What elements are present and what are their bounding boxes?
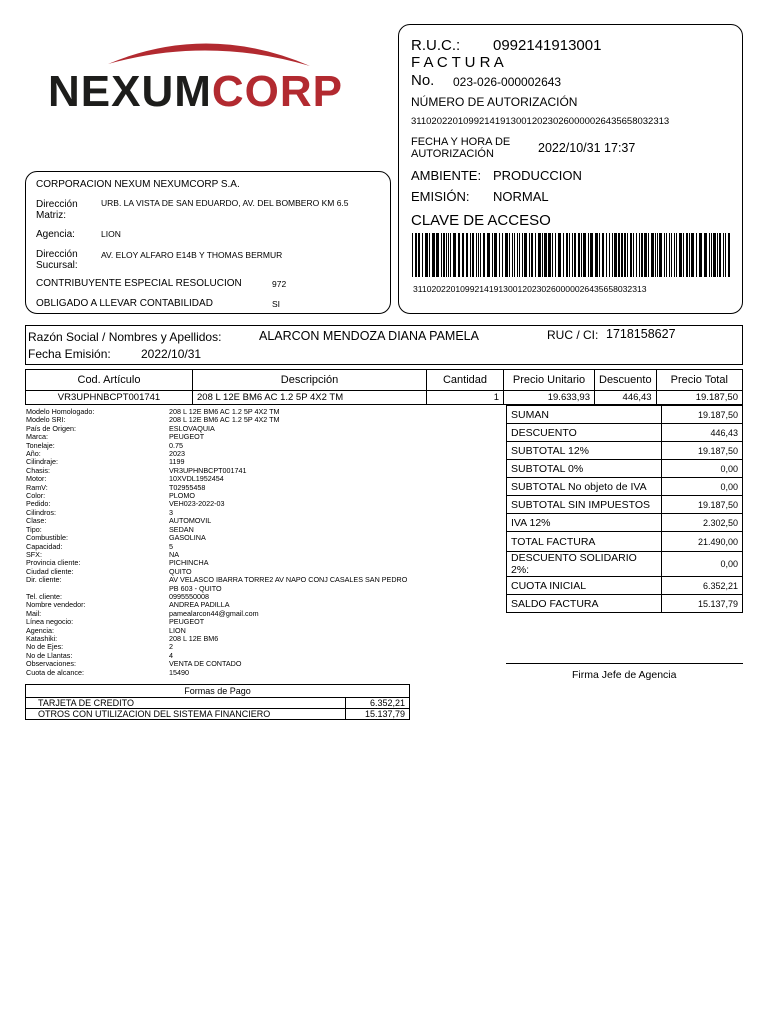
detail-label: Agencia:: [26, 625, 54, 635]
barcode-bar: [666, 233, 667, 277]
barcode-bar: [609, 233, 610, 277]
payment-method: TARJETA DE CREDITO: [26, 698, 346, 709]
barcode-bar: [728, 233, 730, 277]
access-key-label: CLAVE DE ACCESO: [411, 212, 551, 229]
payments-table: [25, 684, 410, 720]
barcode-bar: [664, 233, 665, 277]
detail-row: [26, 500, 409, 508]
table-row: [26, 391, 743, 405]
totals-value: 21.490,00: [662, 532, 743, 552]
detail-label: País de Origen:: [26, 423, 76, 433]
totals-value: 2.302,50: [662, 514, 743, 532]
barcode-bar: [636, 233, 637, 277]
barcode-bar: [630, 233, 632, 277]
detail-label: Cilindros:: [26, 507, 56, 517]
detail-row: [26, 450, 409, 458]
totals-label: CUOTA INICIAL: [507, 577, 662, 595]
special-taxpayer-value: 972: [272, 279, 287, 289]
customer-id-label: RUC / CI:: [547, 328, 599, 342]
detail-value: PLOMO: [169, 491, 195, 501]
detail-label: Tipo:: [26, 524, 42, 534]
detail-value: 0995550008: [169, 591, 209, 601]
barcode-bar: [655, 233, 656, 277]
barcode-bar: [502, 233, 503, 277]
barcode-bar: [699, 233, 702, 277]
payment-method: OTROS CON UTILIZACION DEL SISTEMA FINANCIERO: [26, 709, 346, 720]
totals-label: SUBTOTAL No objeto de IVA: [507, 478, 662, 496]
detail-value: 208 L 12E BM6 AC 1.2 5P 4X2 TM: [169, 415, 280, 425]
barcode-text: 3110202201099214191300120230260000026435658032313: [413, 284, 647, 294]
item-code: VR3UPHNBCPT001741: [26, 391, 193, 405]
barcode-bar: [572, 233, 573, 277]
barcode-bar: [450, 233, 451, 277]
totals-row: [507, 532, 743, 552]
detail-label: Dir. cliente:: [26, 575, 62, 585]
detail-value: PICHINCHA: [169, 558, 209, 568]
detail-label: Motor:: [26, 474, 47, 484]
detail-value: 10XVDL1952454: [169, 474, 224, 484]
barcode-bar: [522, 233, 523, 277]
detail-label: No de Ejes:: [26, 642, 64, 652]
barcode-bar: [657, 233, 658, 277]
barcode-bar: [578, 233, 580, 277]
detail-row: [26, 425, 409, 433]
barcode-bar: [633, 233, 634, 277]
barcode-bar: [412, 233, 413, 277]
barcode-bar: [676, 233, 677, 277]
barcode-bar: [483, 233, 485, 277]
barcode-bar: [476, 233, 477, 277]
barcode-bar: [574, 233, 576, 277]
detail-value: 208 L 12E BM6: [169, 633, 219, 643]
barcode-bar: [723, 233, 724, 277]
detail-label: Pedido:: [26, 499, 51, 509]
totals-row: [507, 460, 743, 478]
totals-row: [507, 424, 743, 442]
item-unit-price: 19.633,93: [504, 391, 595, 405]
table-row: [26, 709, 410, 720]
detail-value: QUITO: [169, 566, 192, 576]
barcode-bar: [505, 233, 508, 277]
barcode-bar: [432, 233, 435, 277]
special-taxpayer-label: CONTRIBUYENTE ESPECIAL RESOLUCION: [36, 278, 242, 289]
barcode-bar: [499, 233, 500, 277]
totals-value: 19.187,50: [662, 406, 743, 424]
customer-name-value: ALARCON MENDOZA DIANA PAMELA: [259, 329, 479, 343]
signature-line: [506, 663, 743, 664]
detail-label: SFX:: [26, 549, 42, 559]
barcode-bar: [639, 233, 640, 277]
barcode-bar: [595, 233, 598, 277]
barcode-bar: [671, 233, 672, 277]
detail-value: LION: [169, 625, 186, 635]
payments-title: Formas de Pago: [26, 685, 410, 698]
barcode-bar: [512, 233, 513, 277]
totals-label: SUBTOTAL SIN IMPUESTOS: [507, 496, 662, 514]
detail-value: 208 L 12E BM6 AC 1.2 5P 4X2 TM: [169, 407, 280, 416]
signature-label: Firma Jefe de Agencia: [572, 669, 677, 681]
ruc-value: 0992141913001: [493, 37, 602, 54]
detail-label: No de Llantas:: [26, 650, 73, 660]
barcode-bar: [548, 233, 551, 277]
detail-row: [26, 635, 409, 643]
barcode-bar: [494, 233, 497, 277]
detail-value: PEUGEOT: [169, 617, 205, 627]
barcode-bar: [418, 233, 420, 277]
issue-date-label: Fecha Emisión:: [28, 347, 111, 361]
company-name: CORPORACION NEXUM NEXUMCORP S.A.: [36, 179, 240, 190]
customer-name-label: Razón Social / Nombres y Apellidos:: [28, 330, 222, 344]
detail-value: AV VELASCO IBARRA TORRE2 AV NAPO CONJ CASALES SAN PEDRO PB 603 - QUITO: [169, 575, 408, 593]
totals-label: DESCUENTO SOLIDARIO 2%:: [507, 552, 662, 577]
detail-label: Mail:: [26, 608, 42, 618]
totals-row: [507, 478, 743, 496]
detail-value: 15490: [169, 667, 189, 677]
logo-text-corp: CORP: [211, 67, 344, 116]
item-description: 208 L 12E BM6 AC 1.2 5P 4X2 TM: [193, 391, 427, 405]
emission-value: NORMAL: [493, 189, 549, 204]
detail-label: Provincia cliente:: [26, 558, 81, 568]
barcode-bar: [641, 233, 643, 277]
barcode-bar: [524, 233, 527, 277]
authorization-value: 3110202201099214191300120230260000026435658032313: [411, 116, 670, 127]
barcode-bar: [555, 233, 556, 277]
detail-value: 3: [169, 507, 173, 517]
totals-label: SALDO FACTURA: [507, 595, 662, 613]
totals-table: [506, 405, 743, 613]
doc-type: F A C T U R A: [411, 54, 504, 71]
barcode-bar: [425, 233, 428, 277]
barcode-bar: [517, 233, 518, 277]
detail-value: 5: [169, 541, 173, 551]
agency-value: LION: [101, 229, 121, 239]
totals-row: [507, 552, 743, 577]
item-quantity: 1: [427, 391, 504, 405]
items-header-row: [26, 370, 743, 391]
col-quantity-header: Cantidad: [427, 370, 504, 391]
items-table: [25, 369, 743, 405]
detail-label: Tel. cliente:: [26, 591, 62, 601]
barcode-bar: [711, 233, 712, 277]
barcode-bar: [717, 233, 718, 277]
detail-row: [26, 576, 409, 593]
barcode-bar: [581, 233, 582, 277]
totals-row: [507, 514, 743, 532]
barcode-bar: [509, 233, 510, 277]
barcode-bar: [487, 233, 490, 277]
barcode-bar: [415, 233, 417, 277]
barcode-bar: [719, 233, 721, 277]
detail-value: NA: [169, 549, 179, 559]
detail-row: [26, 618, 409, 626]
barcode-bar: [614, 233, 617, 277]
barcode-bar: [566, 233, 568, 277]
detail-row: [26, 517, 409, 525]
branch-address-label: Dirección Sucursal:: [36, 249, 78, 271]
barcode-bar: [492, 233, 493, 277]
barcode-bar: [514, 233, 515, 277]
col-code-header: Cod. Artículo: [26, 370, 193, 391]
detail-value: AUTOMOVIL: [169, 516, 212, 526]
barcode-bar: [725, 233, 726, 277]
barcode-bar: [674, 233, 675, 277]
totals-value: 0,00: [662, 478, 743, 496]
barcode-bar: [612, 233, 613, 277]
barcode-bar: [441, 233, 442, 277]
col-unit-price-header: Precio Unitario: [504, 370, 595, 391]
detail-label: Color:: [26, 491, 46, 501]
detail-row: [26, 669, 409, 677]
company-info-box: [25, 171, 391, 314]
totals-value: 446,43: [662, 424, 743, 442]
detail-row: [26, 526, 409, 534]
totals-label: TOTAL FACTURA: [507, 532, 662, 552]
detail-label: Línea negocio:: [26, 617, 74, 627]
invoice-no-label: No.: [411, 72, 435, 89]
col-total-header: Precio Total: [656, 370, 742, 391]
barcode-bar: [696, 233, 697, 277]
detail-label: Modelo SRI:: [26, 415, 66, 425]
detail-label: Observaciones:: [26, 659, 76, 669]
totals-label: SUMAN: [507, 406, 662, 424]
detail-row: [26, 610, 409, 618]
detail-label: Katashiki:: [26, 633, 58, 643]
barcode-bar: [602, 233, 604, 277]
barcode-bar: [606, 233, 607, 277]
barcode-bar: [644, 233, 647, 277]
auth-date-value: 2022/10/31 17:37: [538, 141, 636, 155]
barcode-icon: [412, 233, 730, 277]
detail-row: [26, 543, 409, 551]
barcode-bar: [599, 233, 600, 277]
detail-value: 2023: [169, 449, 185, 459]
totals-value: 19.187,50: [662, 496, 743, 514]
detail-value: PEUGEOT: [169, 432, 205, 442]
barcode-bar: [443, 233, 445, 277]
totals-label: SUBTOTAL 0%: [507, 460, 662, 478]
barcode-bar: [679, 233, 682, 277]
barcode-bar: [538, 233, 541, 277]
totals-row: [507, 577, 743, 595]
main-address-value: URB. LA VISTA DE SAN EDUARDO, AV. DEL BOMBERO KM 6.5: [101, 198, 349, 208]
detail-value: GASOLINA: [169, 533, 206, 543]
detail-row: [26, 484, 409, 492]
barcode-bar: [618, 233, 620, 277]
barcode-bar: [624, 233, 626, 277]
totals-label: SUBTOTAL 12%: [507, 442, 662, 460]
totals-row: [507, 595, 743, 613]
accounting-label: OBLIGADO A LLEVAR CONTABILIDAD: [36, 298, 213, 309]
barcode-bar: [480, 233, 481, 277]
barcode-bar: [686, 233, 688, 277]
barcode-bar: [462, 233, 464, 277]
barcode-bar: [583, 233, 586, 277]
barcode-bar: [453, 233, 456, 277]
detail-row: [26, 509, 409, 517]
barcode-bar: [558, 233, 561, 277]
detail-value: pamealarcon44@gmail.com: [169, 608, 259, 618]
detail-label: Marca:: [26, 432, 48, 442]
accounting-value: SI: [272, 299, 281, 309]
detail-row: [26, 442, 409, 450]
emission-label: EMISIÓN:: [411, 189, 470, 204]
payment-amount: 6.352,21: [346, 698, 410, 709]
detail-label: Modelo Homologado:: [26, 407, 95, 416]
detail-value: SEDAN: [169, 524, 194, 534]
detail-label: Cuota de alcance:: [26, 667, 84, 677]
totals-value: 19.187,50: [662, 442, 743, 460]
barcode-bar: [552, 233, 553, 277]
barcode-bar: [422, 233, 423, 277]
issue-date-value: 2022/10/31: [141, 347, 202, 361]
barcode-bar: [563, 233, 564, 277]
detail-label: Cilindraje:: [26, 457, 58, 467]
detail-value: ESLOVAQUIA: [169, 423, 215, 433]
detail-label: Año:: [26, 449, 41, 459]
barcode-bar: [709, 233, 710, 277]
barcode-bar: [542, 233, 543, 277]
barcode-bar: [689, 233, 690, 277]
vehicle-details: [26, 408, 409, 677]
detail-label: Capacidad:: [26, 541, 63, 551]
detail-value: 4: [169, 650, 173, 660]
detail-row: [26, 534, 409, 542]
barcode-bar: [651, 233, 654, 277]
totals-value: 0,00: [662, 552, 743, 577]
detail-label: Clase:: [26, 516, 47, 526]
barcode-bar: [429, 233, 430, 277]
barcode-bar: [519, 233, 520, 277]
barcode-bar: [590, 233, 593, 277]
barcode-bar: [659, 233, 662, 277]
totals-row: [507, 442, 743, 460]
col-discount-header: Descuento: [595, 370, 657, 391]
barcode-bar: [531, 233, 533, 277]
detail-value: VEH023-2022-03: [169, 499, 225, 509]
barcode-bar: [704, 233, 707, 277]
totals-label: IVA 12%: [507, 514, 662, 532]
logo-text-nexum: NEXUM: [48, 67, 212, 116]
detail-label: Ciudad cliente:: [26, 566, 74, 576]
col-description-header: Descripción: [193, 370, 427, 391]
barcode-bar: [588, 233, 589, 277]
invoice-no-value: 023-026-000002643: [453, 75, 562, 89]
environment-value: PRODUCCION: [493, 168, 582, 183]
detail-row: [26, 551, 409, 559]
main-address-label: Dirección Matriz:: [36, 199, 78, 221]
branch-address-value: AV. ELOY ALFARO E14B Y THOMAS BERMUR: [101, 250, 283, 260]
barcode-bar: [478, 233, 479, 277]
detail-value: ANDREA PADILLA: [169, 600, 230, 610]
barcode-bar: [621, 233, 623, 277]
environment-label: AMBIENTE:: [411, 168, 482, 183]
barcode-bar: [669, 233, 670, 277]
detail-row: [26, 416, 409, 424]
detail-value: VENTA DE CONTADO: [169, 659, 242, 669]
totals-label: DESCUENTO: [507, 424, 662, 442]
ruc-label: R.U.C.:: [411, 37, 461, 54]
barcode-bar: [466, 233, 468, 277]
detail-row: [26, 433, 409, 441]
detail-row: [26, 643, 409, 651]
totals-row: [507, 406, 743, 424]
barcode-bar: [713, 233, 716, 277]
barcode-bar: [472, 233, 474, 277]
totals-value: 0,00: [662, 460, 743, 478]
payment-amount: 15.137,79: [346, 709, 410, 720]
barcode-bar: [648, 233, 649, 277]
detail-row: [26, 559, 409, 567]
totals-value: 6.352,21: [662, 577, 743, 595]
detail-label: Nombre vendedor:: [26, 600, 86, 610]
authorization-label: NÚMERO DE AUTORIZACIÓN: [411, 95, 578, 109]
barcode-bar: [627, 233, 628, 277]
barcode-bar: [544, 233, 547, 277]
barcode-bar: [470, 233, 471, 277]
barcode-bar: [448, 233, 449, 277]
barcode-bar: [569, 233, 570, 277]
auth-date-label: FECHA Y HORA DE AUTORIZACIÓN: [411, 136, 511, 160]
detail-label: Chasis:: [26, 465, 50, 475]
item-discount: 446,43: [595, 391, 657, 405]
barcode-bar: [535, 233, 536, 277]
detail-label: RamV:: [26, 482, 48, 492]
barcode-bar: [458, 233, 460, 277]
detail-value: 1199: [169, 457, 185, 467]
detail-value: VR3UPHNBCPT001741: [169, 465, 247, 475]
barcode-bar: [529, 233, 530, 277]
company-logo: [48, 36, 373, 116]
totals-value: 15.137,79: [662, 595, 743, 613]
detail-label: Combustible:: [26, 533, 68, 543]
detail-value: 0.75: [169, 440, 183, 450]
item-total: 19.187,50: [656, 391, 742, 405]
detail-label: Tonelaje:: [26, 440, 55, 450]
barcode-bar: [683, 233, 684, 277]
barcode-bar: [446, 233, 447, 277]
agency-label: Agencia:: [36, 229, 75, 240]
customer-id-value: 1718158627: [606, 327, 676, 341]
detail-row: [26, 475, 409, 483]
totals-row: [507, 496, 743, 514]
table-row: [26, 698, 410, 709]
detail-value: T02955458: [169, 482, 206, 492]
barcode-bar: [691, 233, 694, 277]
barcode-bar: [436, 233, 439, 277]
detail-value: 2: [169, 642, 173, 652]
